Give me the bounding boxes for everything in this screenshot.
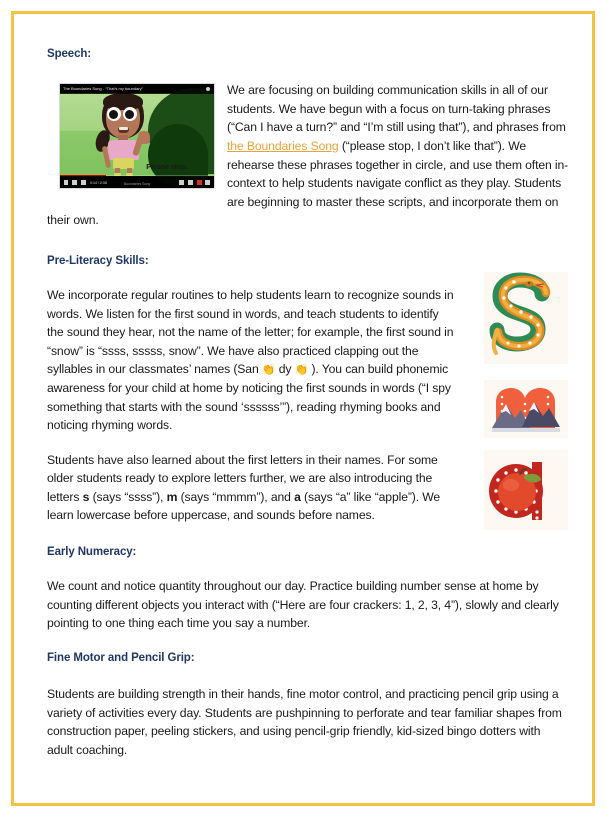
heading-fine-motor: Fine Motor and Pencil Grip:: [47, 651, 195, 664]
volume-icon[interactable]: [81, 180, 86, 185]
section-early-numeracy: [47, 545, 569, 633]
video-timestamp: 0:14 / 2:06: [90, 181, 107, 186]
settings-icon[interactable]: [179, 180, 184, 185]
pre-literacy-p2-part4: (says “a” like “apple”). We learn lowercase before uppercase, and sounds before names.: [47, 489, 441, 523]
section-fine-motor: [47, 651, 569, 760]
bold-letter-m: m: [166, 489, 178, 504]
document-page: [11, 11, 595, 806]
boundaries-song-link[interactable]: the Boundaries Song: [227, 139, 339, 154]
letter-card-a: [484, 450, 568, 530]
pre-literacy-p1-part1: We incorporate regular routines to help students learn to recognize sounds in words. We listen for the first sound in words, and teach students to identify the sound they hear, not the name of the letter; for example, the first sound in “snow” is “ssss, sssss, snow”. We have also practiced clapping out the syllables in our classmates’ names (San: [47, 288, 454, 377]
speech-text-part2: (“please stop, I don’t like that”). We rehearse these phrases together in circle, and use them often in-context to help students navigate conflict as they play. Students are beginning to master these scripts, and incorporate them on their own.: [47, 139, 569, 228]
speech-text-part1: We are focusing on building communication skills in all of our students. We have begun with a focus on turn-taking phrases (“Can I have a turn?” and “I’m still using that”), and phrases from: [227, 83, 566, 135]
video-caption-text: Please stop.: [146, 162, 188, 172]
paragraph-pre-literacy-1: [47, 286, 457, 435]
letter-card-m: [484, 380, 568, 438]
pre-literacy-p2-part3: (says “mmmm”), and: [177, 489, 295, 504]
letter-card-s: [484, 272, 568, 364]
video-thumb-frame[interactable]: [59, 83, 215, 189]
miniplayer-icon[interactable]: [188, 180, 193, 185]
heading-speech: Speech:: [47, 48, 92, 60]
paragraph-early-numeracy: We count and notice quantity throughout our day. Practice building number sense at home by counting different objects you interact with (“Here are four crackers: 1, 2, 3, 4”), slowly and clearly pointing to one thing each time you say a number.: [47, 579, 559, 631]
mountains-letter-m-icon: [484, 380, 568, 438]
apple-letter-a-icon: [484, 450, 568, 530]
clapping-hands-icon-2: 👏: [294, 364, 309, 377]
snake-letter-s-icon: [484, 272, 568, 364]
fullscreen-icon[interactable]: [205, 180, 210, 185]
paragraph-pre-literacy-2: [47, 451, 457, 525]
play-icon[interactable]: [64, 180, 68, 185]
paragraph-fine-motor: Students are building strength in their hands, fine motor control, and practicing pencil grip using a variety of activities every day. Students are pushpinning to perforate and tear familiar shapes from construction paper, peeling stickers, and using pencil-grip friendly, kid-sized bingo dotters with adult coaching.: [47, 687, 562, 757]
pre-literacy-p2-part2: (says “ssss”),: [89, 489, 167, 504]
pre-literacy-p1-part2: dy: [275, 362, 295, 377]
heading-early-numeracy: Early Numeracy:: [47, 545, 137, 558]
clapping-hands-icon: 👏: [261, 364, 276, 377]
boundaries-song-video-thumbnail[interactable]: [59, 83, 215, 189]
bold-letter-a: a: [294, 489, 301, 504]
pre-literacy-p1-part3: ). You can build phonemic awareness for your child at home by noticing the first sounds in words (“I spy something that starts with the sound ‘ssssss’”), reading rhyming books and noticing rhyming words.: [47, 362, 451, 433]
section-speech: [47, 47, 569, 230]
video-title-overlay: The Boundaries Song - “That’s my boundary”: [63, 85, 143, 91]
next-icon[interactable]: [72, 180, 77, 185]
heading-pre-literacy: Pre-Literacy Skills:: [47, 254, 149, 267]
theater-icon[interactable]: [197, 180, 202, 185]
video-watermark: Boundaries Song: [123, 181, 151, 186]
bold-letter-s: s: [82, 489, 90, 504]
pre-literacy-p2-part1: Students have also learned about the first letters in their names. For some older students ready to explore letters further, we are also introducing the letters: [47, 452, 438, 504]
